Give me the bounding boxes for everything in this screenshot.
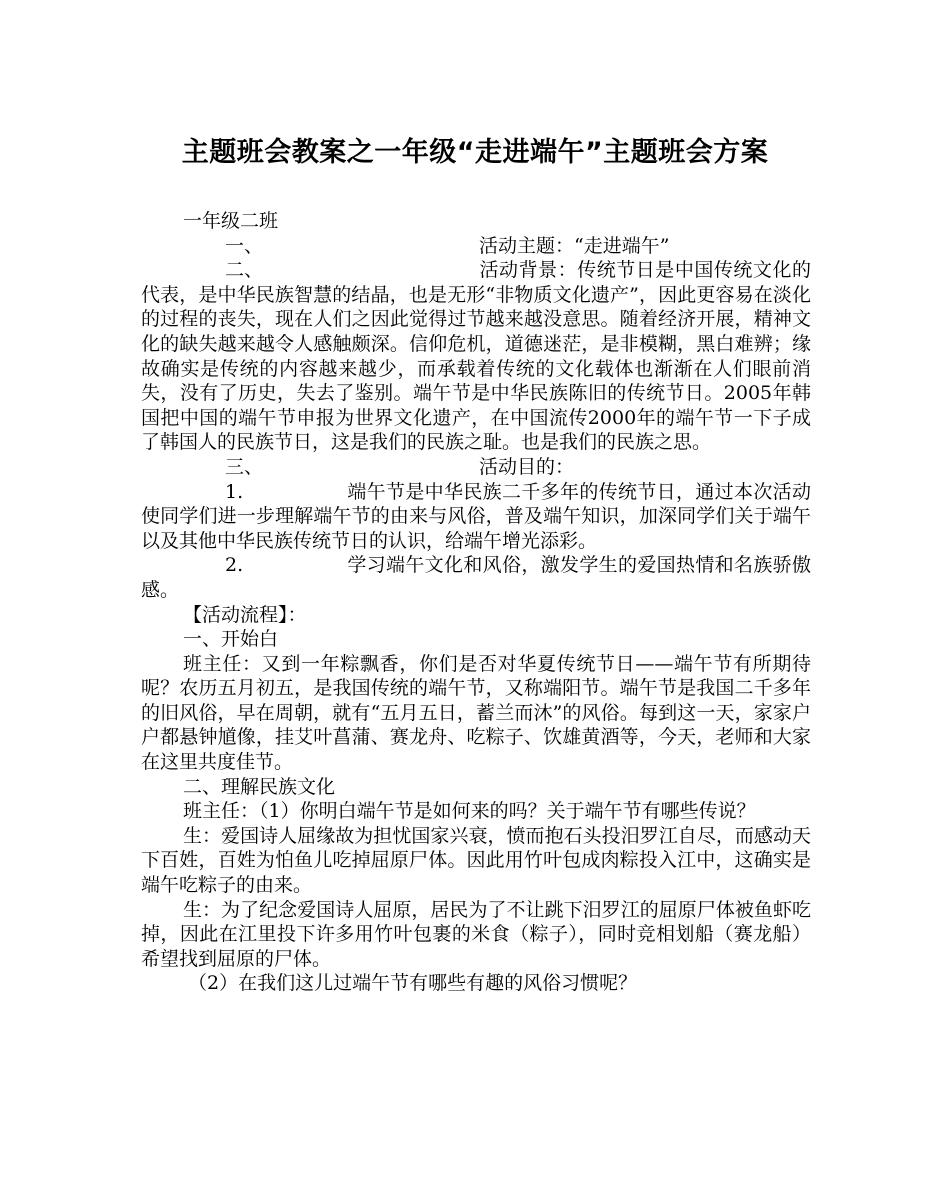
goal-item-1 (141, 480, 811, 554)
section-heading: 活动主题：“走进端午” (479, 234, 670, 257)
class-name: 一年级二班 (183, 210, 279, 232)
document-body (141, 209, 811, 996)
document-title: 主题班会教案之一年级“走进端午”主题班会方案 (181, 137, 769, 168)
part2-paragraph: 生：为了纪念爱国诗人屈原，居民为了不让跳下汨罗江的屈原尸体被鱼虾吃掉，因此在江里投下许多用竹叶包裹的米食（粽子），同时竞相划船（赛龙船）希望找到屈原的尸体。 (141, 898, 811, 970)
section-2 (141, 258, 811, 455)
section-1 (141, 234, 811, 259)
section-number: 二、 (225, 259, 264, 282)
question-2: （2）在我们这儿过端午节有哪些有趣的风俗习惯呢？ (188, 972, 638, 995)
section-heading: 活动目的： (479, 455, 575, 478)
part1-heading: 一、开始白 (183, 628, 279, 651)
section-number: 一、 (225, 234, 264, 257)
part2-paragraph: 班主任：（1）你明白端午节是如何来的吗？关于端午节有哪些传说？ (183, 800, 756, 823)
section-text: 活动背景：传统节日是中国传统文化的代表，是中华民族智慧的结晶，也是无形“非物质文化遗产”，因此更容易在淡化的过程的丧失，现在人们之因此觉得过节越来越没意思。随着经济开展，精神文化的缺失越来越令人感触颇深。信仰危机，道德迷茫，是非模糊，黑白难辨；缘故确实是传统的内容越来越少，而承载着传统的文化载体也渐渐在人们眼前消失，没有了历史，失去了鉴别。端午节是中华民族陈旧的传统节日。2005年韩国把中国的端午节申报为世界文化遗产，在中国流传2000年的端午节一下子成了韩国人的民族节日，这是我们的民族之耻。也是我们的民族之思。 (141, 259, 811, 454)
part2-paragraph: 生：爱国诗人屈缘故为担忧国家兴衰，愤而抱石头投汨罗江自尽，而感动天下百姓，百姓为怕鱼儿吃掉屈原尸体。因此用竹叶包成肉粽投入江中，这确实是端午吃粽子的由来。 (141, 824, 811, 897)
goal-item-2 (141, 553, 811, 602)
goal-text: 学习端午文化和风俗，激发学生的爱国热情和名族骄傲感。 (141, 554, 811, 601)
goal-number: 2. (225, 554, 244, 577)
goal-text: 端午节是中华民族二千多年的传统节日，通过本次活动使同学们进一步理解端午节的由来与风俗，普及端午知识，加深同学们关于端午以及其他中华民族传统节日的认识，给端午增光添彩。 (141, 480, 811, 552)
part2-heading: 二、理解民族文化 (183, 775, 336, 798)
flow-heading: 【活动流程】： (183, 603, 307, 626)
section-number: 三、 (225, 455, 264, 478)
goal-number: 1. (225, 480, 244, 503)
part1-paragraph: 班主任：又到一年粽飘香，你们是否对华夏传统节日——端午节有所期待呢？农历五月初五，是我国传统的端午节，又称端阳节。端午节是我国二千多年的旧风俗，早在周朝，就有“五月五日，蓄兰而沐”的风俗。每到这一天，家家户户都悬钟馗像，挂艾叶菖蒲、赛龙舟、吃粽子、饮雄黄酒等，今天，老师和大家在这里共度佳节。 (141, 652, 811, 774)
section-3 (141, 455, 811, 480)
